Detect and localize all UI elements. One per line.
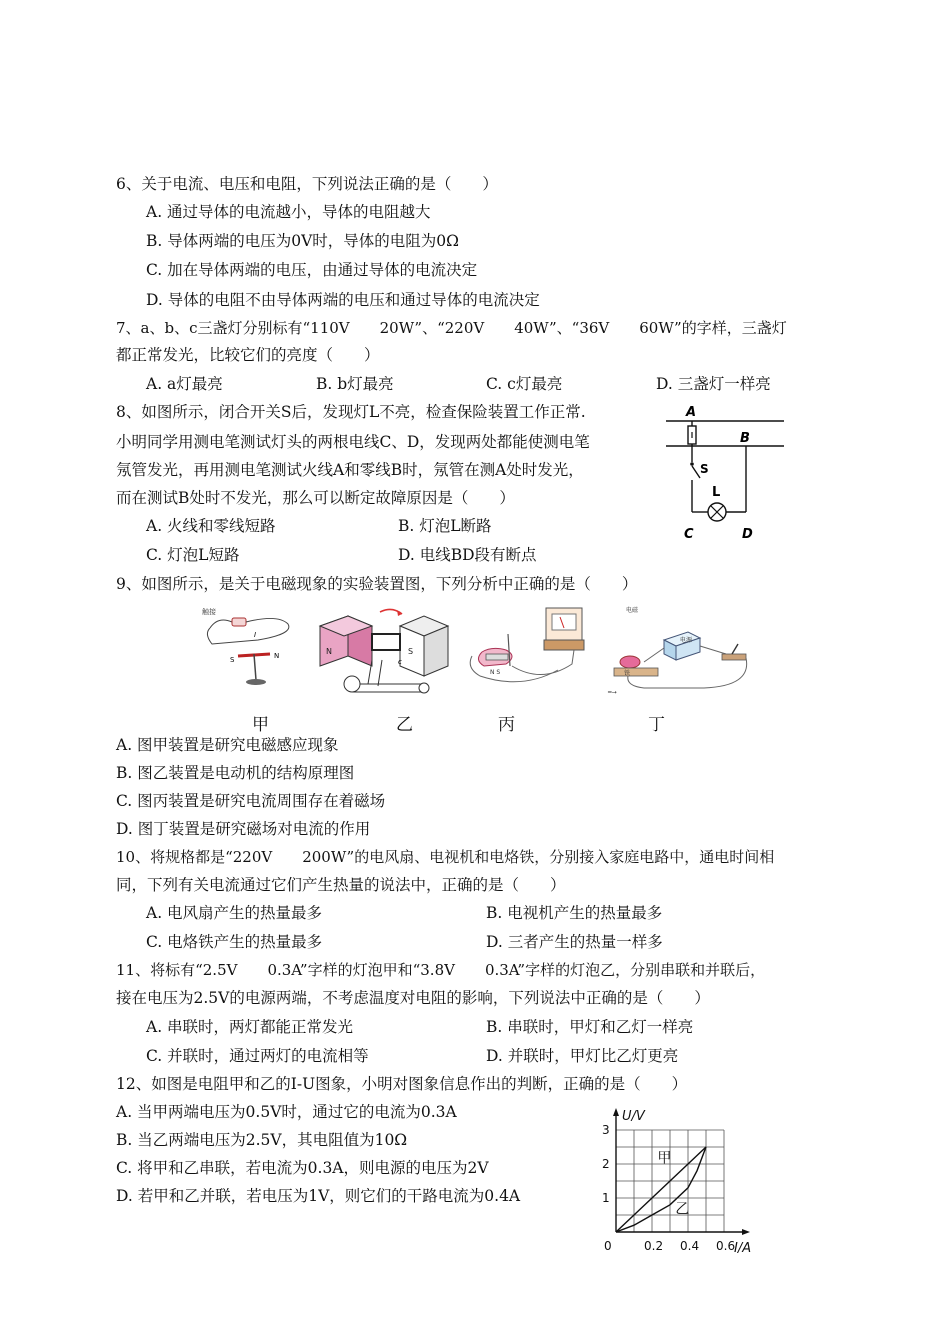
q11-stem-line1: 11、将标有“2.5V 0.3A”字样的灯泡甲和“3.8V 0.3A”字样的灯泡乙，分别串联和并联后，: [116, 961, 766, 979]
label-tie: 铁: [624, 670, 631, 677]
q11-option-b[interactable]: B. 串联时，甲灯和乙灯一样亮: [486, 1018, 694, 1036]
label-a: A: [686, 405, 697, 420]
q10-option-b[interactable]: B. 电视机产生的热量最多: [486, 904, 663, 922]
q12-option-b[interactable]: B. 当乙两端电压为2.5V，其电阻值为10Ω: [116, 1131, 408, 1149]
series-label-jia: 甲: [657, 1150, 672, 1167]
y-axis-arrow: [613, 1108, 619, 1116]
x-tick-label: 0.6: [716, 1239, 736, 1253]
q12-option-a[interactable]: A. 当甲两端电压为0.5V时，通过它的电流为0.3A: [116, 1103, 457, 1121]
q8-stem-line2: 小明同学用测电笔测试灯头的两根电线C、D，发现两处都能使测电笔: [116, 433, 590, 451]
q6-option-b[interactable]: B. 导体两端的电压为0V时，导体的电阻为0Ω: [146, 232, 460, 250]
label-l: L: [712, 485, 721, 500]
q10-stem-line1: 10、将规格都是“220V 200W”的电风扇、电视机和电烙铁，分别接入家庭电路中，通电时间相: [116, 848, 775, 866]
svg-text:触接: 触接: [202, 608, 216, 616]
q10-option-d[interactable]: D. 三者产生的热量一样多: [486, 933, 663, 951]
q8-stem-line3: 氖管发光，再用测电笔测试火线A和零线B时，氖管在测A处时发光，: [116, 461, 584, 479]
q7-option-d[interactable]: D. 三盏灯一样亮: [656, 375, 771, 393]
q9-stem: 9、如图所示，是关于电磁现象的实验装置图，下列分析中正确的是（ ）: [116, 575, 638, 593]
q12-stem: 12、如图是电阻甲和乙的I-U图象，小明对图象信息作出的判断，正确的是（ ）: [116, 1075, 688, 1093]
svg-text:N: N: [326, 647, 332, 656]
q7-stem-line1: 7、a、b、c三盏灯分别标有“110V 20W”、“220V 40W”、“36V 60W”的字样，三盏灯: [116, 319, 787, 337]
y-tick-label: 3: [602, 1123, 610, 1137]
q9-option-d[interactable]: D. 图丁装置是研究磁场对电流的作用: [116, 820, 371, 838]
q12-option-c[interactable]: C. 将甲和乙串联，若电流为0.3A，则电源的电压为2V: [116, 1159, 489, 1177]
q6-option-d[interactable]: D. 导体的电阻不由导体两端的电压和通过导体的电流决定: [146, 291, 540, 309]
x-tick-label: 0: [604, 1239, 612, 1253]
q9-caption-jia: 甲: [252, 715, 269, 735]
q9-figure-yi: [312, 604, 452, 696]
q8-stem-line4: 而在测试B处时不发光，那么可以断定故障原因是（ ）: [116, 489, 515, 507]
q9-figure-jia: [198, 604, 296, 690]
label-c: C: [684, 527, 694, 542]
q9-caption-bing: 丙: [498, 715, 515, 735]
q10-option-c[interactable]: C. 电烙铁产生的热量最多: [146, 933, 323, 951]
y-axis-label: U/V: [622, 1109, 645, 1124]
q7-stem-line2: 都正常发光，比较它们的亮度（ ）: [116, 346, 380, 364]
q12-option-d[interactable]: D. 若甲和乙并联，若电压为1V，则它们的干路电流为0.4A: [116, 1187, 521, 1205]
q9-option-b[interactable]: B. 图乙装置是电动机的结构原理图: [116, 764, 355, 782]
label-n: N: [274, 652, 280, 660]
x-axis-arrow: [742, 1229, 750, 1235]
switch-icon: [692, 466, 700, 478]
y-tick-label: 2: [602, 1157, 610, 1171]
chart-labels: [602, 1109, 751, 1256]
q8-option-d[interactable]: D. 电线BD段有断点: [398, 546, 537, 564]
q8-circuit-figure: [660, 400, 790, 545]
q6-option-a[interactable]: A. 通过导体的电流越小，导体的电阻越大: [146, 203, 431, 221]
q6-stem: 6、关于电流、电压和电阻，下列说法正确的是（ ）: [116, 175, 498, 193]
q7-option-a[interactable]: A. a灯最亮: [146, 375, 223, 393]
q11-option-c[interactable]: C. 并联时，通过两灯的电流相等: [146, 1047, 369, 1065]
q11-option-a[interactable]: A. 串联时，两灯都能正常发光: [146, 1018, 354, 1036]
q10-stem-line2: 同，下列有关电流通过它们产生热量的说法中，正确的是（ ）: [116, 876, 566, 894]
svg-text:━→: ━→: [608, 689, 617, 696]
q8-option-b[interactable]: B. 灯泡L断路: [398, 517, 492, 535]
label-d: D: [742, 527, 753, 542]
svg-text:N S: N S: [490, 669, 501, 676]
x-tick-label: 0.2: [644, 1239, 664, 1253]
label-power: 电源: [680, 637, 693, 644]
svg-text:c: c: [398, 658, 402, 666]
q9-option-c[interactable]: C. 图丙装置是研究电流周围存在着磁场: [116, 792, 386, 810]
q11-option-d[interactable]: D. 并联时，甲灯比乙灯更亮: [486, 1047, 679, 1065]
q9-caption-yi: 乙: [396, 715, 413, 735]
svg-text:S: S: [408, 647, 414, 656]
q12-iu-chart: [588, 1106, 772, 1266]
label-i: I: [254, 631, 257, 639]
q7-option-b[interactable]: B. b灯最亮: [316, 375, 394, 393]
x-axis-label: I/A: [734, 1241, 752, 1256]
label-b: B: [740, 431, 750, 446]
q8-stem-line1: 8、如图所示，闭合开关S后，发现灯L不亮，检查保险装置工作正常.: [116, 403, 586, 421]
series-label-yi: 乙: [675, 1201, 690, 1218]
label-s: S: [700, 462, 709, 476]
q10-option-a[interactable]: A. 电风扇产生的热量最多: [146, 904, 323, 922]
q9-caption-ding: 丁: [648, 715, 665, 735]
y-tick-label: 1: [602, 1191, 610, 1205]
q8-option-c[interactable]: C. 灯泡L短路: [146, 546, 240, 564]
label-s: S: [230, 656, 235, 664]
q11-stem-line2: 接在电压为2.5V的电源两端，不考虑温度对电阻的影响，下列说法中正确的是（ ）: [116, 989, 710, 1007]
q9-figure-bing: [462, 604, 590, 690]
q9-option-a[interactable]: A. 图甲装置是研究电磁感应现象: [116, 736, 339, 754]
q9-figure-ding: [604, 604, 754, 696]
q7-option-c[interactable]: C. c灯最亮: [486, 375, 563, 393]
q8-option-a[interactable]: A. 火线和零线短路: [146, 517, 276, 535]
x-tick-label: 0.4: [680, 1239, 700, 1253]
q6-option-c[interactable]: C. 加在导体两端的电压，由通过导体的电流决定: [146, 261, 478, 279]
label-dianci: 电磁: [626, 607, 639, 614]
